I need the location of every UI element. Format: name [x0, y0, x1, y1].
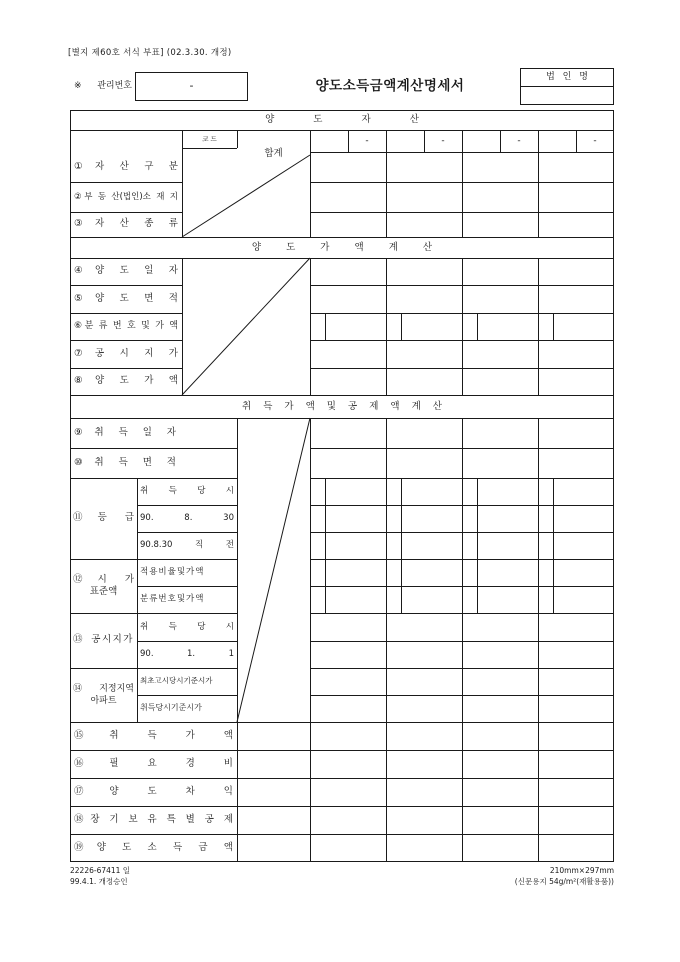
row-label-18: ⑱장 기 보 유 특 별 공 제 — [74, 814, 233, 825]
row-sublabel-12b: 분류번호및가액 — [140, 594, 205, 604]
row-label-14-line1: ⑭지정지역 — [73, 684, 134, 694]
row-label-5: ⑤양 도 면 적 — [74, 293, 178, 304]
row-label-3: ③자 산 종 류 — [74, 218, 178, 229]
row-sublabel-12a: 적용비율및가액 — [140, 567, 205, 577]
row-label-19: ⑲양 도 소 득 금 액 — [74, 842, 233, 853]
section-header-acquisition: 취 득 가 액 및 공 제 액 계 산 — [242, 401, 442, 412]
row-label-11: ⑪등 급 — [73, 512, 134, 523]
row-sublabel-13a: 취 득 당 시 — [140, 622, 234, 632]
section-header-transfer-value: 양 도 가 액 계 산 — [251, 242, 433, 253]
footer-paper-size: 210mm×297mm — [549, 866, 614, 875]
row-label-1: ①자 산 구 분 — [74, 161, 178, 172]
row-label-12-line1: ⑫시 가 — [73, 574, 134, 585]
row-label-8: ⑧양 도 가 액 — [74, 375, 178, 386]
code-value-4: - — [593, 136, 597, 146]
row-label-2: ②부 동 산(법인)소 재 지 — [74, 192, 178, 202]
row-sublabel-11a: 취 득 당 시 — [140, 486, 234, 496]
code-column-header: 코 드 — [202, 135, 217, 143]
footer-form-number: 22226-67411 일 — [70, 866, 131, 875]
row-label-10: ⑩취 득 면 적 — [74, 457, 176, 468]
row-label-7: ⑦공 시 지 가 — [74, 348, 178, 359]
row-label-4: ④양 도 일 자 — [74, 265, 178, 276]
corp-name-value-box — [520, 86, 614, 104]
management-number-box: - — [189, 79, 194, 92]
footer-approval: 99.4.1. 개정승인 — [70, 877, 128, 886]
revision-note: [별지 제60호 서식 부표] (02.3.30. 개정) — [68, 48, 232, 58]
row-label-9: ⑨취 득 일 자 — [74, 427, 176, 438]
row-label-13: ⑬공시지가 — [73, 634, 134, 645]
section-header-assets: 양 도 자 산 — [265, 114, 419, 125]
row-label-17: ⑰양 도 차 익 — [74, 786, 233, 797]
code-value-1: - — [365, 136, 369, 146]
row-label-16: ⑯필 요 경 비 — [74, 758, 233, 769]
row-label-15: ⑮취 득 가 액 — [74, 730, 233, 741]
footer-paper-spec: (신문용지 54g/m²(재활용품)) — [514, 877, 614, 886]
code-value-3: - — [517, 136, 521, 146]
row-label-6: ⑥분 류 번 호 및 가 액 — [74, 321, 178, 331]
corp-name-label: 법 인 명 — [546, 72, 588, 82]
code-value-2: - — [441, 136, 445, 146]
total-header: 합계 — [264, 148, 283, 159]
management-number-label: ※관리번호 — [74, 81, 132, 91]
row-sublabel-13b: 90. 1. 1 — [140, 649, 234, 659]
row-label-14-line2: 아파트 — [90, 696, 117, 706]
form-title: 양도소득금액계산명세서 — [315, 78, 465, 94]
row-sublabel-14b: 취득당시기준시가 — [140, 703, 202, 712]
row-sublabel-11c: 90.8.30 직 전 — [140, 540, 234, 550]
row-label-12-line2: 표준액 — [89, 586, 118, 597]
row-sublabel-11b: 90. 8. 30 — [140, 513, 234, 523]
row-sublabel-14a: 최초고시당시기준시가 — [140, 676, 213, 685]
